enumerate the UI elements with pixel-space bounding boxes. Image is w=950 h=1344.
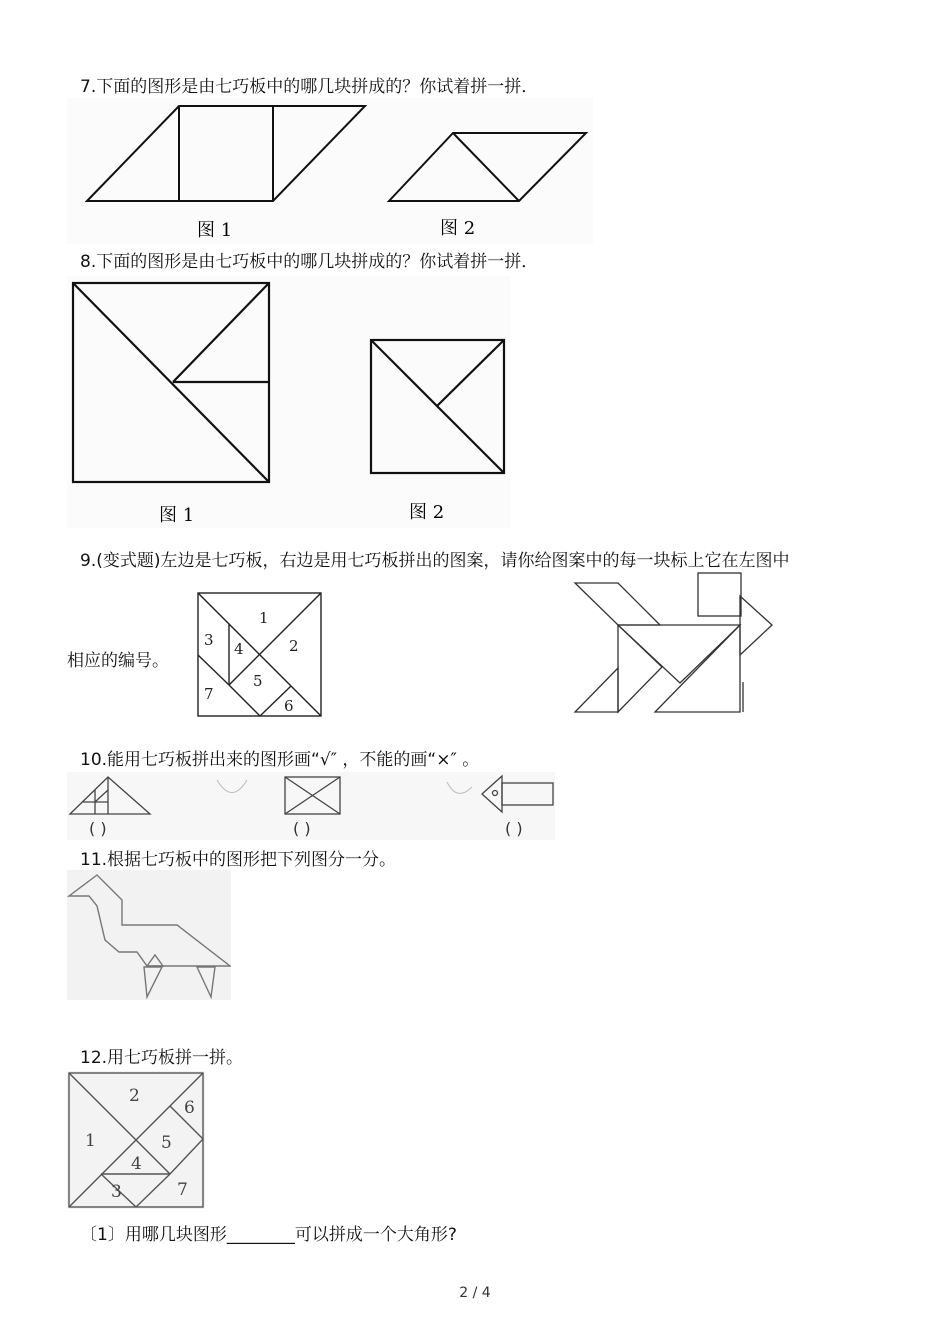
q10-blank-3[interactable]: ( ) <box>505 819 523 838</box>
q9-label-2: 2 <box>289 637 299 655</box>
q12-label-1: 1 <box>85 1131 96 1151</box>
q10-text: 10.能用七巧板拼出来的图形画“√″ ，不能的画“×″ 。 <box>80 750 480 770</box>
q12-text: 12.用七巧板拼一拼。 <box>80 1048 244 1068</box>
q9-label-5: 5 <box>253 672 263 690</box>
q10-blank-2[interactable]: ( ) <box>293 819 311 838</box>
page-number: 2 / 4 <box>459 1285 491 1301</box>
q8-text: 8.下面的图形是由七巧板中的哪几块拼成的？你试着拼一拼． <box>80 252 539 272</box>
q7-fig2-caption: 图 2 <box>440 218 476 239</box>
q12-sub1-text: 〔1〕用哪几块图形________可以拼成一个大角形? <box>80 1225 457 1245</box>
q10-blank-1[interactable]: ( ) <box>89 819 107 838</box>
q9-label-3: 3 <box>204 631 214 649</box>
q12-label-4: 4 <box>131 1154 142 1174</box>
q12-label-5: 5 <box>161 1133 172 1153</box>
q11-bird-figure <box>67 870 231 1000</box>
q7-text: 7.下面的图形是由七巧板中的哪几块拼成的？你试着拼一拼． <box>80 77 539 97</box>
q9-tangram-reference <box>196 591 324 718</box>
q9-label-6: 6 <box>284 697 294 715</box>
q9-label-1: 1 <box>259 609 269 627</box>
q12-label-2: 2 <box>129 1086 140 1106</box>
q9-label-4: 4 <box>234 640 244 658</box>
q12-label-3: 3 <box>111 1182 122 1202</box>
q9-text-line2: 相应的编号。 <box>67 651 169 671</box>
q8-figures <box>67 276 510 528</box>
q7-figures <box>67 98 593 244</box>
q12-label-6: 6 <box>184 1098 195 1118</box>
q12-label-7: 7 <box>177 1180 188 1200</box>
q11-text: 11.根据七巧板中的图形把下列图分一分。 <box>80 850 397 870</box>
q8-fig2-caption: 图 2 <box>409 502 445 523</box>
q12-tangram <box>67 1071 205 1209</box>
q9-label-7: 7 <box>204 685 214 703</box>
q8-fig1-caption: 图 1 <box>159 505 195 526</box>
q9-text-line1: 9.(变式题)左边是七巧板，右边是用七巧板拼出的图案，请你给图案中的每一块标上它在左图中 <box>80 551 790 571</box>
q7-fig1-caption: 图 1 <box>197 220 233 241</box>
q9-tangram-animal <box>570 570 775 715</box>
q10-figures <box>67 772 555 840</box>
